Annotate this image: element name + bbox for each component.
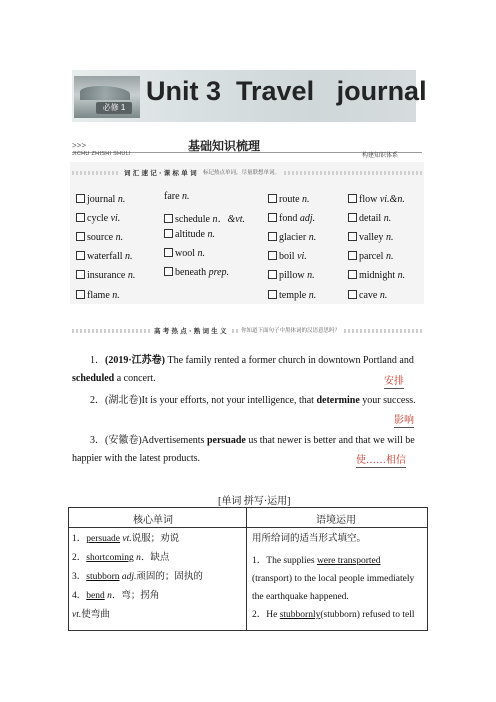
vocab-pos: n. [308,290,317,301]
fill-answer: stubbornly [279,610,321,620]
row-number: 2． [72,553,87,563]
word-meaning: 说服；劝说 [131,534,180,544]
table-caption: [单词 拼写·运用] [218,496,291,507]
answer-3: 使……相信 [356,455,406,466]
checkbox-icon[interactable] [76,194,85,203]
vocab-item-schedule [164,210,245,225]
sentence-text: your success. [362,395,416,406]
sentence-text: It is your efforts, not your intelligence, that [141,395,314,406]
sentence-text: He [266,610,280,620]
sentence-3-line-1 [90,432,415,450]
table-left-row [72,549,169,567]
checkbox-icon[interactable] [268,251,277,260]
checkbox-icon[interactable] [76,232,85,241]
vocab-word: flame [87,290,110,301]
checkbox-icon[interactable] [76,270,85,279]
word-meaning: 使弯曲 [81,610,110,620]
vocab-pos: n. [117,194,126,205]
sentence-text: Advertisements [141,435,205,446]
part-of-speech: n． [136,553,151,563]
checkbox-icon[interactable] [164,229,173,238]
vocab-word: fond [279,213,298,224]
section-pinyin: JICHU ZHISHI SHULI [72,151,131,157]
part-of-speech: vt. [72,610,82,620]
checkbox-icon[interactable] [268,270,277,279]
vocab-item-boil [268,251,307,262]
checkbox-icon[interactable] [348,251,357,260]
checkbox-icon[interactable] [268,232,277,241]
usage-instruction: 用所给词的适当形式填空。 [252,534,367,544]
vocab-item-detail [348,213,391,224]
sentence-number: 1． [90,355,105,366]
checkbox-icon[interactable] [76,290,85,299]
table-column-divider [246,507,247,631]
core-word: persuade [86,534,121,544]
vocab-item-temple [268,290,316,301]
part-of-speech: adj. [121,572,137,582]
word-meaning: 弯；拐角 [121,591,160,601]
row-number: 3． [72,572,87,582]
vocab-item-source [76,232,123,243]
vocab-word: midnight [359,270,396,281]
vocab-item-fond [268,213,315,224]
vocab-pos: n. [207,229,215,240]
vocab-word: boil [279,251,295,262]
vocab-item-midnight [348,270,405,281]
checkbox-icon[interactable] [348,232,357,241]
sentence-source: (湖北卷) [105,395,142,406]
vocab-pos: n. [125,251,133,262]
vocab-pos: n. [383,213,392,224]
vocab-pos: vi. [110,213,121,224]
vocab-item-fare [164,191,190,202]
sentence-1-line-1 [90,352,414,370]
checkbox-icon[interactable] [348,213,357,222]
checkbox-icon[interactable] [268,194,277,203]
vocab-item-glacier [268,232,316,243]
core-word: stubborn [86,572,120,582]
fill-answer: were transported [316,556,381,566]
vocab-pos: n. [197,248,205,259]
sentence-2-line-1 [90,392,416,410]
vocab-pos: n. [308,232,317,243]
sentence-number: 2． [90,395,105,406]
usage-sentence [252,552,381,570]
section-title: 基础知识梳理 [188,139,261,153]
chevron-icon: >>> [72,141,87,150]
vocab-word: parcel [359,251,384,262]
table-left-row [72,568,203,586]
row-number: 1． [252,556,267,566]
vocab-item-flow [348,194,405,205]
table-left-row [72,530,179,548]
sentence-keyword: determine [316,395,360,406]
vocab-pos: prep. [208,267,230,278]
table-left-row [72,587,159,605]
vocab-pos: n. [397,270,406,281]
unit-title: Unit 3 Travel journal [146,76,427,106]
vocab-item-pillow [268,270,315,281]
vocab-word: valley [359,232,384,243]
vocab-item-flame [76,290,120,301]
row-number: 2． [252,610,267,620]
answer-1: 安排 [384,376,404,387]
vocab-item-wool [164,248,205,259]
usage-sentence: (transport) to the local people immediately [252,574,415,584]
sentence-keyword: persuade [206,435,246,446]
vocab-pos: adj. [299,213,316,224]
vocab-item-insurance [76,270,135,281]
part-of-speech: n． [107,591,122,601]
vocab-word: detail [359,213,382,224]
checkbox-icon[interactable] [76,251,85,260]
vocab-item-cave [348,290,387,301]
vocab-word: insurance [87,270,126,281]
vocab-pos: n. [112,290,120,301]
table-header-divider [68,527,428,528]
checkbox-icon[interactable] [164,267,173,276]
vocab-pos: n. [302,194,310,205]
vocab-word: cave [359,290,378,301]
sentence-3-line-2: happier with the latest products. [72,453,201,464]
table-left-row [72,606,110,624]
vocab-pos: n. [127,270,136,281]
part-of-speech: vt. [122,534,132,544]
vocab-word: cycle [87,213,109,224]
vocab-pos: n. [115,232,124,243]
vocab-item-waterfall [76,251,133,262]
vocab-word: altitude [175,229,205,240]
vocab-heading-note: 标记热点单词，尽量联想单词。 [200,168,283,176]
core-word: shortcoming [86,553,134,563]
vocab-word: source [87,232,114,243]
table-header-core-words: 核心单词 [133,515,173,526]
hotspot-heading: 高 考 热 点 · 熟 词 生 义 [150,326,231,335]
core-word: bend [86,591,105,601]
vocab-item-journal [76,194,125,205]
volume-badge: 必修 1 [96,102,132,114]
sentence-number: 3． [90,435,105,446]
vocab-word: beneath [175,267,207,278]
vocab-pos: n．&vt. [212,214,245,225]
usage-sentence [252,606,415,624]
vocab-pos: vi. [297,251,307,262]
vocab-pos: n. [379,290,388,301]
sentence-text: (stubborn) refused to tell [320,610,415,620]
section-subtitle: 构建知识体系 [362,152,399,159]
word-meaning: 缺点 [150,553,170,563]
word-meaning: 顽固的；固执的 [136,572,203,582]
vocab-pos: n. [307,270,315,281]
vocab-word: flow [359,194,378,205]
sentence-1-line-2 [72,370,156,388]
checkbox-icon[interactable] [268,290,277,299]
vocab-pos: n. [385,251,394,262]
vocab-item-valley [348,232,393,243]
vocab-word: journal [87,194,116,205]
vocab-item-route [268,194,310,205]
checkbox-icon[interactable] [164,214,173,223]
vocab-word: route [279,194,300,205]
table-header-usage: 语境运用 [316,515,356,526]
row-number: 4． [72,591,87,601]
checkbox-icon[interactable] [348,194,357,203]
vocab-word: schedule [175,214,210,225]
sentence-source: (安徽卷) [105,435,142,446]
checkbox-icon[interactable] [348,270,357,279]
vocab-word: pillow [279,270,305,281]
vocab-pos: vi.&n. [379,194,405,205]
vocab-pos: n. [182,191,190,202]
sentence-text: us that newer is better and that we will be [248,435,415,446]
vocab-word: glacier [279,232,307,243]
vocab-word: fare [164,191,180,202]
answer-2: 影响 [394,415,414,426]
hotspot-heading-note: 你知道下面句子中黑体词的汉语意思吗？ [238,326,343,334]
vocab-word: temple [279,290,307,301]
vocab-item-parcel [348,251,393,262]
usage-sentence: the earthquake happened. [252,592,349,602]
checkbox-icon[interactable] [348,290,357,299]
sentence-text: The supplies [266,556,317,566]
vocab-word: waterfall [87,251,123,262]
sentence-keyword: scheduled [72,373,115,384]
vocab-word: wool [175,248,195,259]
checkbox-icon[interactable] [268,213,277,222]
checkbox-icon[interactable] [164,248,173,257]
sentence-source: (2019·江苏卷) [105,355,165,366]
vocab-item-cycle [76,213,120,224]
sentence-text: a concert. [116,373,156,384]
row-number: 1． [72,534,87,544]
vocab-heading: 词 汇 速 记 · 课 标 单 词 [120,168,201,177]
checkbox-icon[interactable] [76,213,85,222]
vocab-item-beneath [164,267,229,278]
vocab-pos: n. [385,232,394,243]
sentence-text: The family rented a former church in downtown Portland and [167,355,414,366]
vocab-item-altitude [164,229,215,240]
